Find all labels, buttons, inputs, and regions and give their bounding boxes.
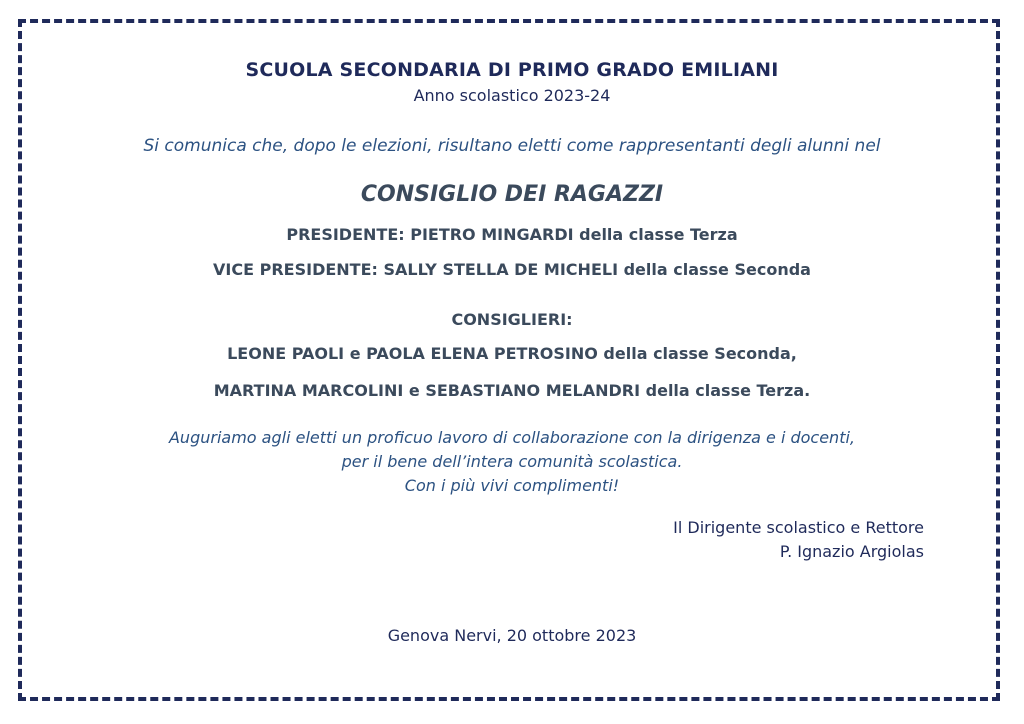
signature-name: P. Ignazio Argiolas bbox=[779, 542, 924, 561]
wishes-line: per il bene dell’intera comunità scolastica. bbox=[341, 452, 683, 471]
school-year: Anno scolastico 2023-24 bbox=[413, 86, 611, 105]
wishes-line: Con i più vivi complimenti! bbox=[404, 476, 620, 495]
intro-text: Si comunica che, dopo le elezioni, risultano eletti come rappresentanti degli alunni nel bbox=[143, 136, 881, 156]
wishes-line: Auguriamo agli eletti un proficuo lavoro di collaborazione con la dirigenza e i docenti, bbox=[168, 428, 855, 447]
school-name: SCUOLA SECONDARIA DI PRIMO GRADO EMILIANI bbox=[245, 59, 779, 81]
councillors-line: MARTINA MARCOLINI e SEBASTIANO MELANDRI della classe Terza. bbox=[213, 381, 811, 400]
president-line: PRESIDENTE: PIETRO MINGARDI della classe Terza bbox=[286, 225, 738, 244]
councillors-heading: CONSIGLIERI: bbox=[451, 310, 573, 329]
signature-role: Il Dirigente scolastico e Rettore bbox=[673, 518, 924, 537]
councillors-line: LEONE PAOLI e PAOLA ELENA PETROSINO della classe Seconda, bbox=[227, 344, 797, 363]
council-title: CONSIGLIO DEI RAGAZZI bbox=[360, 182, 664, 207]
place-date: Genova Nervi, 20 ottobre 2023 bbox=[387, 626, 637, 645]
vice-president-line: VICE PRESIDENTE: SALLY STELLA DE MICHELI della classe Seconda bbox=[213, 260, 811, 279]
